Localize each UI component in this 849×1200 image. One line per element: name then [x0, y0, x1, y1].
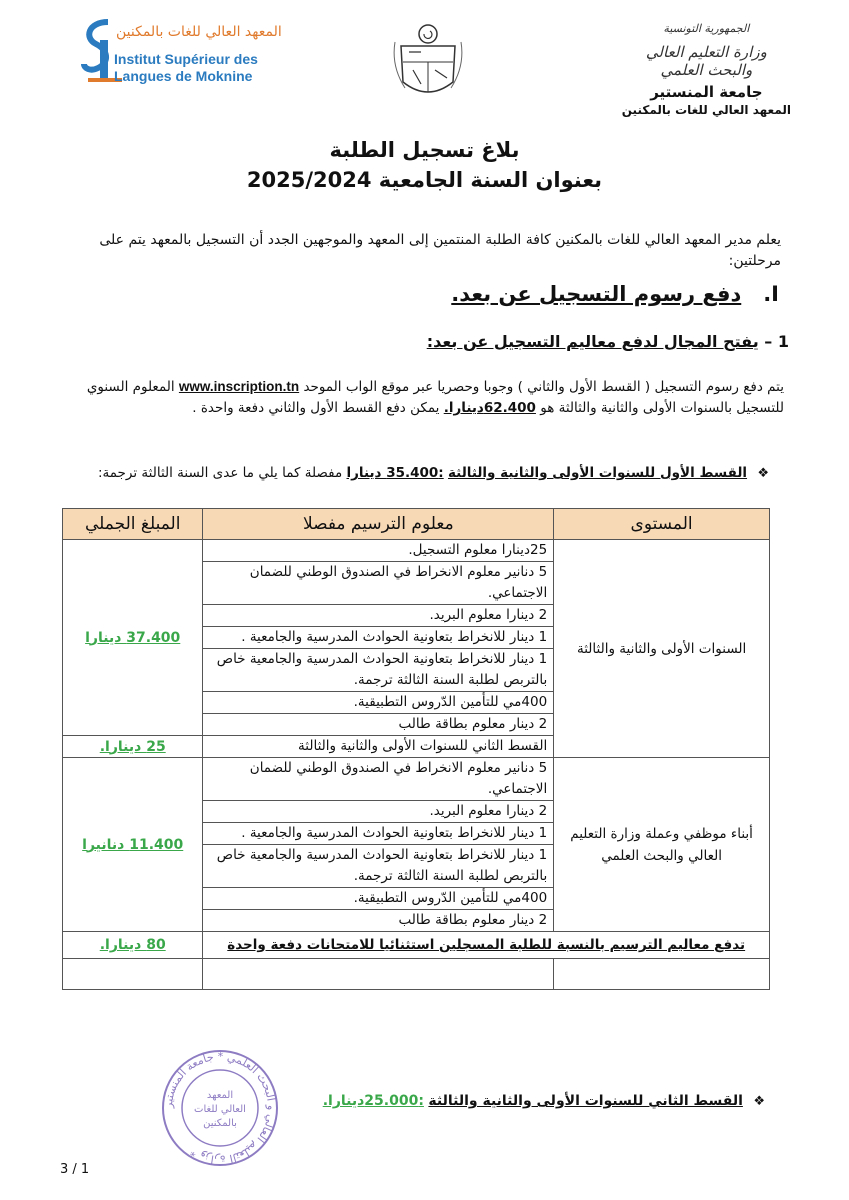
section-title: دفع رسوم التسجيل عن بعد.	[451, 282, 742, 306]
detail-cell: 400مي للتأمين الدّروس التطبيقية.	[203, 888, 554, 910]
empty-cell	[203, 959, 554, 990]
detail-cell: 1 دينار للانخراط بتعاونية الحوادث المدرسية والجامعية خاص بالتربص لطلبة السنة الثالثة ترجمة.	[203, 845, 554, 888]
level-cell-group1: السنوات الأولى والثانية والثالثة	[554, 540, 770, 758]
logo-french-line1: Institut Supérieur des	[114, 51, 258, 67]
total-amount: 11.400 دنانيرا	[82, 836, 184, 853]
exam-total-cell	[63, 932, 203, 959]
empty-cell	[554, 959, 770, 990]
second-installment-cell: القسط الثاني للسنوات الأولى والثانية والثالثة	[203, 736, 554, 758]
title-line2: بعنوان السنة الجامعية 2025/2024	[246, 168, 603, 192]
empty-cell	[63, 959, 203, 990]
header-total: المبلغ الجملي	[63, 509, 203, 540]
total-cell-group2	[63, 758, 203, 932]
second-installment-label: القسط الثاني للسنوات الأولى والثانية والثالثة	[428, 1093, 743, 1109]
svg-text:المعهد: المعهد	[206, 1090, 234, 1101]
second-installment-bullet-amount: :25.000دينارا.	[322, 1093, 424, 1109]
logo-arabic-text: المعهد العالي للغات بالمكنين	[116, 24, 282, 40]
subsection-title: يفتح المجال لدفع معاليم التسجيل عن بعد:	[426, 332, 759, 351]
second-installment-amount: 25 دينارا.	[99, 738, 166, 755]
first-installment-rest: مفصلة كما يلي ما عدى السنة الثالثة ترجمة:	[97, 465, 343, 481]
logo-french-line2: Langues de Moknine	[114, 68, 253, 84]
detail-cell: 1 دينار للانخراط بتعاونية الحوادث المدرسية والجامعية خاص بالتربص لطلبة السنة الثالثة ترجمة.	[203, 649, 554, 692]
subsection-number: 1 –	[764, 332, 789, 351]
svg-text:بالمكنين: بالمكنين	[203, 1118, 237, 1129]
exam-note-cell: تدفع معاليم الترسيم بالنسبة للطلبة المسجلين استثنائيا للامتحانات دفعة واحدة	[203, 932, 770, 959]
subsection-heading	[427, 332, 789, 351]
detail-cell: 1 دينار للانخراط بتعاونية الحوادث المدرسية والجامعية .	[203, 627, 554, 649]
ministry-line1: وزارة التعليم العالي	[645, 43, 767, 61]
document-title	[0, 138, 849, 192]
diamond-bullet-icon: ❖	[753, 1094, 765, 1109]
body-part3: يمكن دفع القسط الأول والثاني دفعة واحدة .	[192, 400, 440, 416]
level-cell-group2: أبناء موظفي وعملة وزارة التعليم العالي والبحث العلمي	[554, 758, 770, 932]
detail-cell: 400مي للتأمين الدّروس التطبيقية.	[203, 692, 554, 714]
ministry-line2: والبحث العلمي	[660, 61, 753, 79]
detail-cell: 5 دنانير معلوم الانخراط في الصندوق الوطني للضمان الاجتماعي.	[203, 562, 554, 605]
first-installment-label: القسط الأول للسنوات الأولى والثانية والثالثة	[448, 465, 748, 481]
section-number: I.	[763, 282, 779, 306]
detail-cell: 1 دينار للانخراط بتعاونية الحوادث المدرسية والجامعية .	[203, 823, 554, 845]
svg-text:العالي للغات: العالي للغات	[194, 1104, 246, 1115]
institute-logo	[78, 18, 282, 88]
detail-cell: 2 دينارا معلوم البريد.	[203, 605, 554, 627]
page-number: 3 / 1	[60, 1162, 90, 1177]
national-emblem-icon	[391, 22, 465, 104]
section-heading	[451, 282, 779, 306]
table-row	[63, 932, 770, 959]
intro-paragraph: يعلم مدير المعهد العالي للغات بالمكنين كافة الطلبة المنتمين إلى المعهد والموجهين الجدد أن التسجيل بالمعهد يتم على مرحلتين:	[99, 232, 781, 269]
government-header	[622, 22, 791, 117]
table-header-row	[63, 509, 770, 540]
table-row	[63, 540, 770, 562]
inscription-link[interactable]: www.inscription.tn	[178, 379, 300, 394]
exam-total-amount: 80 دينارا.	[99, 937, 166, 953]
table-row	[63, 959, 770, 990]
svg-text:وزارة التعليم العالي و البحث ا: وزارة التعليم العالي و البحث العلمي * جامعة المنستير *	[161, 1049, 279, 1167]
first-installment-amount: :35.400 دينارا	[346, 465, 444, 481]
first-installment-bullet	[98, 465, 769, 481]
body-part2: المعلوم السنوي للتسجيل بالسنوات الأولى والثانية والثالثة هو	[86, 379, 784, 416]
header-details: معلوم الترسيم مفصلا	[203, 509, 554, 540]
title-line1: بلاغ تسجيل الطلبة	[329, 138, 520, 162]
total-cell-group1	[63, 540, 203, 736]
table-row	[63, 758, 770, 801]
official-stamp	[160, 1048, 280, 1168]
second-installment-bullet	[323, 1093, 765, 1109]
detail-cell: 2 دينار معلوم بطاقة طالب	[203, 714, 554, 736]
total-amount: 37.400 دينارا	[85, 629, 181, 646]
fee-table	[62, 508, 770, 990]
university-label: جامعة المنستير	[650, 83, 763, 101]
detail-cell: 2 دينار معلوم بطاقة طالب	[203, 910, 554, 932]
detail-cell: 2 دينارا معلوم البريد.	[203, 801, 554, 823]
header-level: المستوى	[554, 509, 770, 540]
detail-cell: 25دينارا معلوم التسجيل.	[203, 540, 554, 562]
body-part1: يتم دفع رسوم التسجيل ( القسط الأول والثاني ) وجوبا وحصريا عبر موقع الواب الموحد	[303, 379, 784, 395]
republic-label: الجمهورية التونسية	[663, 22, 750, 35]
annual-fee-amount: 62.400دينارا.	[443, 400, 536, 416]
payment-paragraph	[66, 376, 784, 419]
institute-label: المعهد العالي للغات بالمكنين	[621, 103, 791, 117]
second-installment-total-cell	[63, 736, 203, 758]
detail-cell: 5 دنانير معلوم الانخراط في الصندوق الوطني للضمان الاجتماعي.	[203, 758, 554, 801]
diamond-bullet-icon: ❖	[757, 466, 769, 481]
